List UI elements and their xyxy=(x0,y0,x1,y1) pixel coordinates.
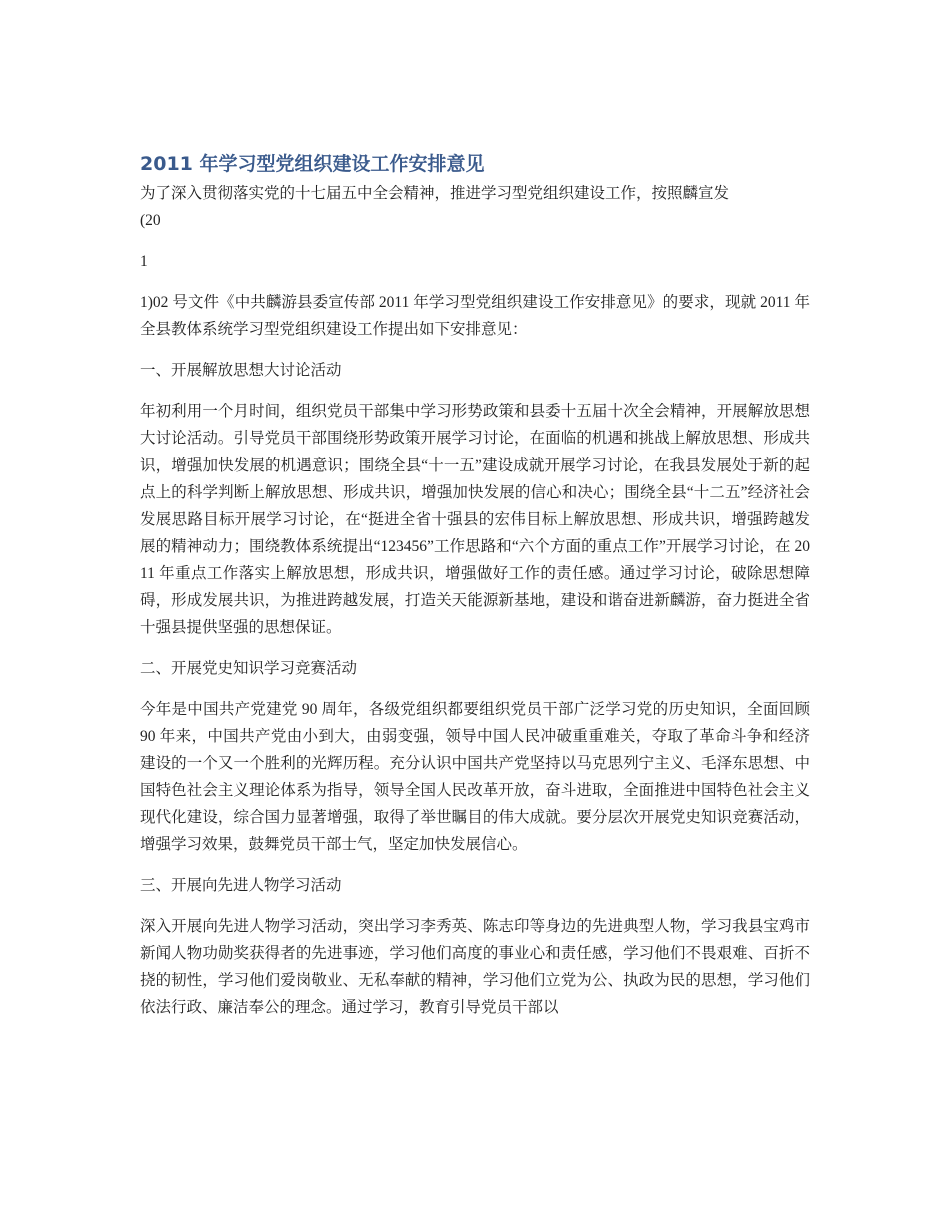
text-fragment: 1 xyxy=(140,253,148,270)
section-heading: 一、开展解放思想大讨论活动 xyxy=(140,362,342,379)
body-paragraph: 今年是中国共产党建党 90 周年，各级党组织都要组织党员干部广泛学习党的历史知识，全面回顾 90 年来，中国共产党由小到大，由弱变强，领导中国人民冲破重重难关，夺取了革命斗争和经济建设的一个又一个胜利的光辉历程。充分认识中国共产党坚持以马克思列宁主义、毛泽东思想、中国特色社会主义理论体系为指导，领导全国人民改革开放，奋斗进取，全面推进中国特色社会主义现代化建设，综合国力显著增强，取得了举世瞩目的伟大成就。要分层次开展党史知识竞赛活动，增强学习效果，鼓舞党员干部士气，坚定加快发展信心。 xyxy=(140,701,810,853)
document-page xyxy=(140,150,810,1021)
section-heading: 二、开展党史知识学习竞赛活动 xyxy=(140,660,358,677)
section-heading: 三、开展向先进人物学习活动 xyxy=(140,877,342,894)
body-paragraph: 深入开展向先进人物学习活动，突出学习李秀英、陈志印等身边的先进典型人物，学习我县宝鸡市新闻人物功勋奖获得者的先进事迹，学习他们高度的事业心和责任感，学习他们不畏艰难、百折不挠的韧性，学习他们爱岗敬业、无私奉献的精神，学习他们立党为公、执政为民的思想，学习他们依法行政、廉洁奉公的理念。通过学习，教育引导党员干部以 xyxy=(140,918,810,1016)
intro-paragraph-line: 为了深入贯彻落实党的十七届五中全会精神，推进学习型党组织建设工作，按照麟宣发 xyxy=(140,185,730,202)
document-title: 2011 年学习型党组织建设工作安排意见 xyxy=(140,153,485,175)
body-paragraph: 1)02 号文件《中共麟游县委宣传部 2011 年学习型党组织建设工作安排意见》的要求，现就 2011 年全县教体系统学习型党组织建设工作提出如下安排意见： xyxy=(140,294,810,338)
intro-paragraph-line: (20 xyxy=(140,212,161,229)
body-paragraph: 年初利用一个月时间，组织党员干部集中学习形势政策和县委十五届十次全会精神，开展解放思想大讨论活动。引导党员干部围绕形势政策开展学习讨论，在面临的机遇和挑战上解放思想、形成共识，增强加快发展的机遇意识；围绕全县“十一五”建设成就开展学习讨论，在我县发展处于新的起点上的科学判断上解放思想、形成共识，增强加快发展的信心和决心；围绕全县“十二五”经济社会发展思路目标开展学习讨论，在“挺进全省十强县的宏伟目标上解放思想、形成共识，增强跨越发展的精神动力；围绕教体系统提出“123456”工作思路和“六个方面的重点工作”开展学习讨论，在 2011 年重点工作落实上解放思想，形成共识，增强做好工作的责任感。通过学习讨论，破除思想障碍，形成发展共识，为推进跨越发展，打造关天能源新基地，建设和谐奋进新麟游，奋力挺进全省十强县提供坚强的思想保证。 xyxy=(140,403,810,636)
